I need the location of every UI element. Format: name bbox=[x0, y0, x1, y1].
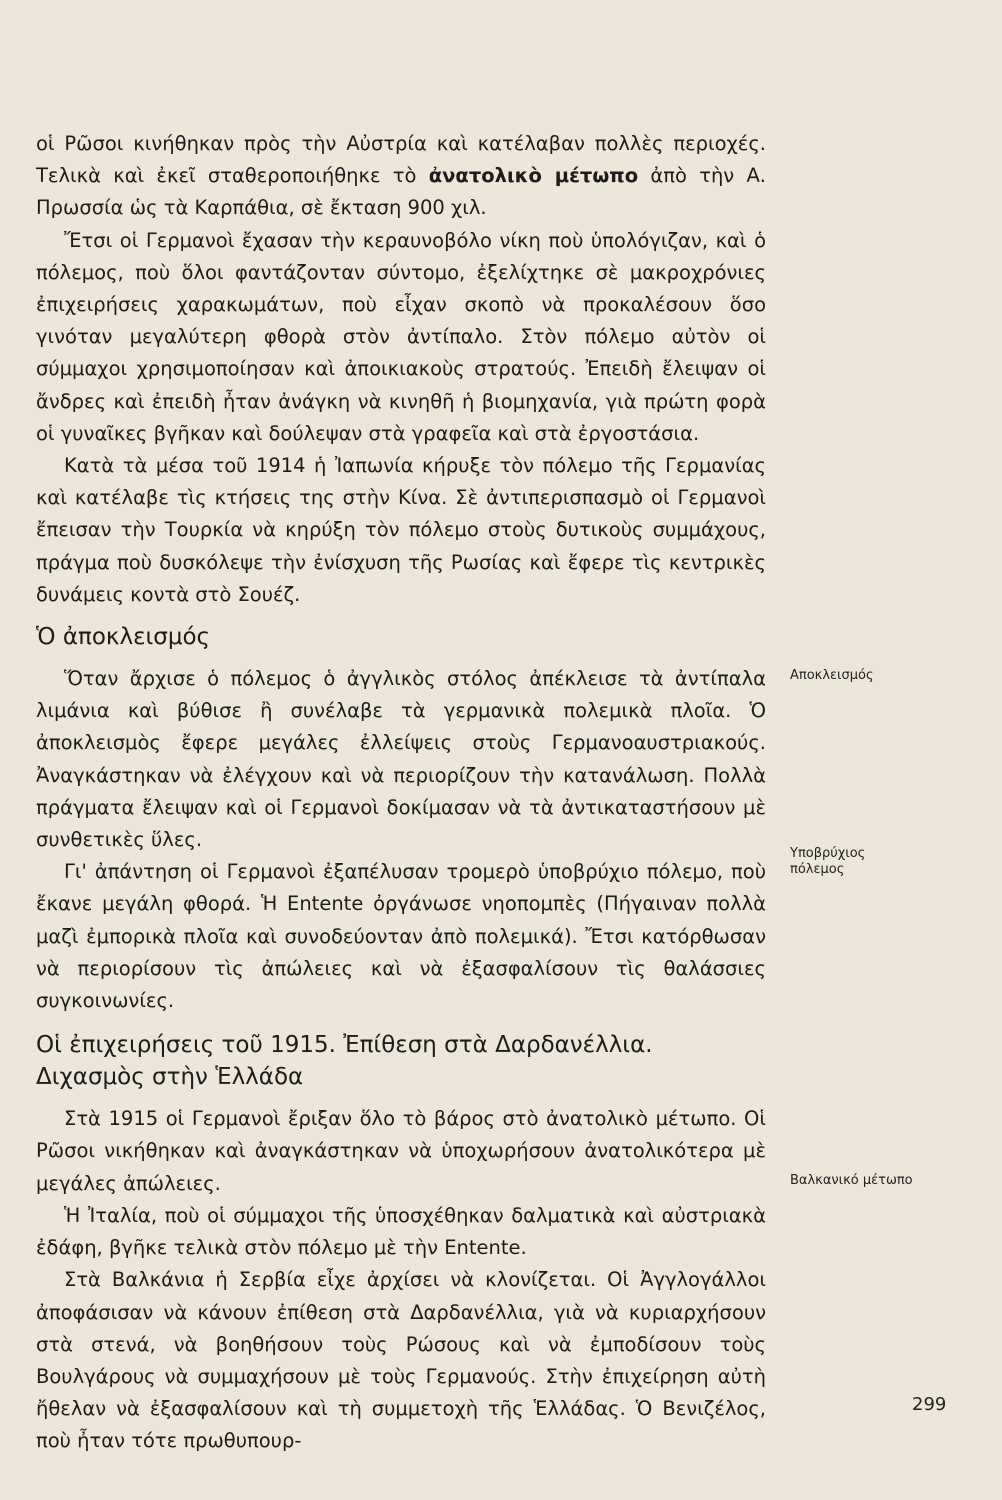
section-heading-1915: Οἱ ἐπιχειρήσεις τοῦ 1915. Ἐπίθεση στὰ Δαρδανέλλια. Διχασμὸς στὴν Ἑλλάδα bbox=[36, 1032, 653, 1091]
paragraph-1915-1: Στὰ 1915 οἱ Γερμανοὶ ἔριξαν ὅλο τὸ βάρος στὸ ἀνατολικὸ μέτωπο. Οἱ Ρῶσοι νικήθηκαν καὶ ἀναγκάστηκαν νὰ ὑποχωρήσουν ἀνατολικότερα μὲ μεγάλες ἀπώλειες. bbox=[36, 1107, 766, 1195]
paragraph-blockade-1: Ὅταν ἄρχισε ὁ πόλεμος ὁ ἀγγλικὸς στόλος ἀπέκλεισε τὰ ἀντίπαλα λιμάνια καὶ βύθισε ἢ συνέλαβε τὰ γερμανικὰ πολεμικὰ πλοῖα. Ὁ ἀποκλεισμὸς ἔφερε μεγάλες ἐλλείψεις στοὺς Γερμανοαυστριακούς. Ἀναγκάστηκαν νὰ ἐλέγχουν καὶ νὰ περιορίζουν τὴν κατανάλωση. Πολλὰ πράγματα ἔλειψαν καὶ οἱ Γερμανοὶ δοκίμασαν νὰ τὰ ἀντικαταστήσουν μὲ συνθετικὲς ὕλες. bbox=[36, 667, 766, 852]
paragraph-1915-3: Στὰ Βαλκάνια ἡ Σερβία εἶχε ἀρχίσει νὰ κλονίζεται. Οἱ Ἀγγλογάλλοι ἀποφάσισαν νὰ κάνουν ἐπίθεση στὰ Δαρδανέλλια, γιὰ νὰ κυριαρχήσουν στὰ στενά, νὰ βοηθήσουν τοὺς Ρώσους καὶ νὰ ἐμποδίσουν τοὺς Βουλγάρους νὰ συμμαχήσουν μὲ τοὺς Γερμανούς. Στὴν ἐπιχείρηση αὐτὴ ἤθελαν νὰ ἐξασφαλίσουν καὶ τὴ συμμετοχὴ τῆς Ἑλλάδας. Ὁ Βενιζέλος, ποὺ ἦταν τότε πρωθυπουρ- bbox=[36, 1268, 766, 1453]
highlight-term: ἀνατολικὸ μέτωπο bbox=[428, 164, 639, 188]
page-number: 299 bbox=[912, 1394, 947, 1415]
margin-note-submarine: Υποβρύχιος πόλεμος bbox=[790, 846, 866, 877]
paragraph-intro-1: οἱ Ρῶσοι κινήθηκαν πρὸς τὴν Αὐστρία καὶ κατέλαβαν πολλὲς περιοχές. Τελικὰ καὶ ἐκεῖ σταθεροποιήθηκε τὸ ἀνατολικὸ μέτωπο ἀπὸ τὴν Α. Πρωσσία ὡς τὰ Καρπάθια, σὲ ἔκταση 900 χιλ. bbox=[36, 132, 766, 220]
paragraph-blockade-2: Γι' ἀπάντηση οἱ Γερμανοὶ ἐξαπέλυσαν τρομερὸ ὑποβρύχιο πόλεμο, ποὺ ἔκανε μεγάλη φθορά. Ἡ Entente ὀργάνωσε νηοπομπὲς (Πήγαιναν πολλὰ μαζὶ ἐμπορικὰ πλοῖα καὶ συνοδεύονταν ἀπὸ πολεμικά). Ἔτσι κατόρθωσαν νὰ περιορίσουν τὶς ἀπώλειες καὶ νὰ ἐξασφαλίσουν τὶς θαλάσσιες συγκοινωνίες. bbox=[36, 860, 766, 1013]
paragraph-intro-3: Κατὰ τὰ μέσα τοῦ 1914 ἡ Ἰαπωνία κήρυξε τὸν πόλεμο τῆς Γερμανίας καὶ κατέλαβε τὶς κτήσεις της στὴν Κίνα. Σὲ ἀντιπερισπασμὸ οἱ Γερμανοὶ ἔπεισαν τὴν Τουρκία νὰ κηρύξη τὸν πόλεμο στοὺς δυτικοὺς συμμάχους, πράγμα ποὺ δυσκόλεψε τὴν ἐνίσχυση τῆς Ρωσίας καὶ ἔφερε τὶς κεντρικὲς δυνάμεις κοντὰ στὸ Σουέζ. bbox=[36, 454, 766, 606]
paragraph-intro-2: Ἔτσι οἱ Γερμανοὶ ἔχασαν τὴν κεραυνοβόλο νίκη ποὺ ὑπολόγιζαν, καὶ ὁ πόλεμος, ποὺ ὅλοι φαντάζονταν σύντομο, ἐξελίχτηκε σὲ μακροχρόνιες ἐπιχειρήσεις χαρακωμάτων, ποὺ εἶχαν σκοπὸ νὰ προκαλέσουν ὅσο γινόταν μεγαλύτερη φθορὰ στὸν ἀντίπαλο. Στὸν πόλεμο αὐτὸν οἱ σύμμαχοι χρησιμοποίησαν καὶ ἀποικιακοὺς στρατούς. Ἐπειδὴ ἔλειψαν οἱ ἄνδρες καὶ ἐπειδὴ ἦταν ἀνάγκη νὰ κινηθῆ ἡ βιομηχανία, γιὰ πρώτη φορὰ οἱ γυναῖκες βγῆκαν καὶ δούλεψαν στὰ γραφεῖα καὶ στὰ ἐργοστάσια. bbox=[36, 228, 766, 445]
section-heading-blockade: Ὁ ἀποκλεισμός bbox=[36, 624, 211, 651]
margin-note-balkan: Βαλκανικό μέτωπο bbox=[790, 1173, 913, 1188]
main-text-column bbox=[36, 128, 766, 1458]
paragraph-1915-2: Ἡ Ἰταλία, ποὺ οἱ σύμμαχοι τῆς ὑποσχέθηκαν δαλματικὰ καὶ αὐστριακὰ ἐδάφη, βγῆκε τελικὰ στὸν πόλεμο μὲ τὴν Entente. bbox=[36, 1203, 766, 1260]
margin-note-blockade: Αποκλεισμός bbox=[790, 668, 874, 683]
